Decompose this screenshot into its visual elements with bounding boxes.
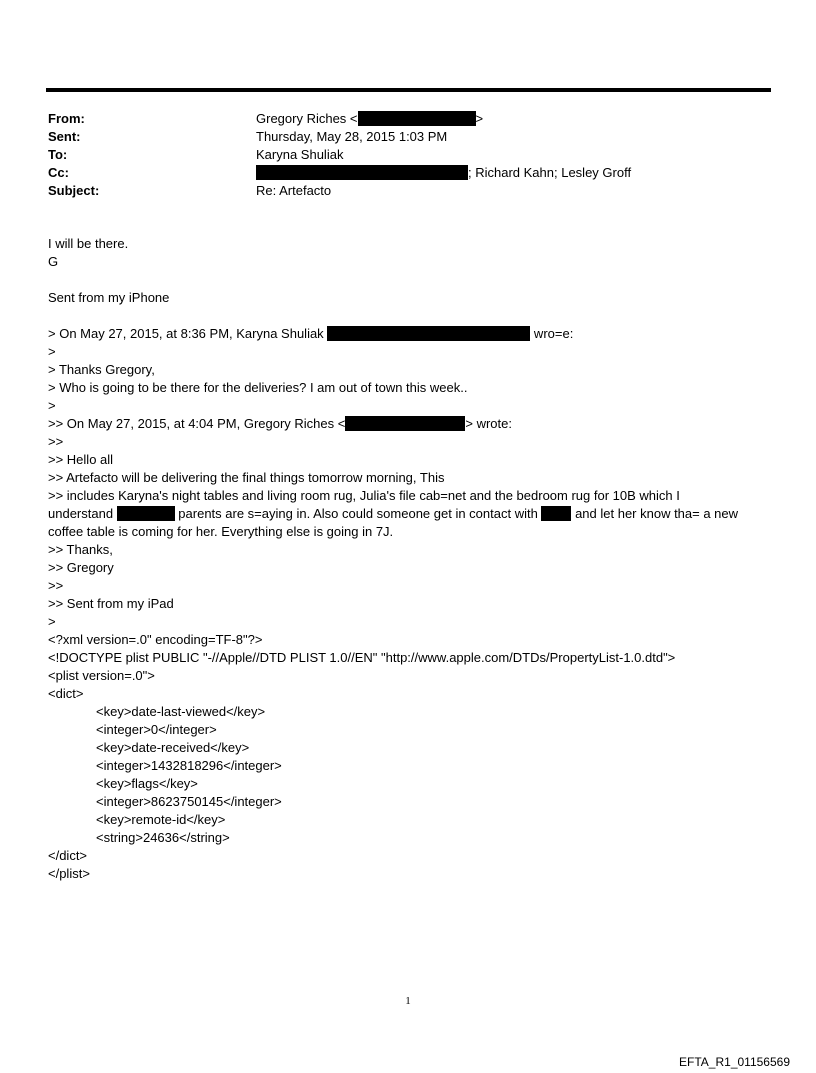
sent-label: Sent: [48,129,81,144]
subject-row [48,182,631,200]
cc-label: Cc: [48,165,69,180]
plist-line: <?xml version=.0" encoding=TF-8"?> [48,632,263,647]
redaction-box [117,506,175,521]
page-number: 1 [405,995,411,1007]
plist-line: <integer>1432818296</integer> [96,758,282,773]
quoted-line: >> Sent from my iPad [48,596,174,611]
quote-text: > wrote: [465,416,512,431]
quoted-line: >> includes Karyna's night tables and living room rug, Julia's file cab=net and the bedroom rug for 10B which I [48,488,680,503]
to-value: Karyna Shuliak [256,147,344,162]
body-line: Sent from my iPhone [48,290,170,305]
from-close: > [475,111,484,126]
plist-line: <plist version=.0"> [48,668,155,683]
plist-line: <key>flags</key> [96,776,198,791]
quoted-line [48,415,773,433]
plist-line: <key>remote-id</key> [96,812,226,827]
from-row [48,110,631,128]
quoted-line: >> Artefacto will be delivering the final things tomorrow morning, This [48,470,445,485]
quoted-line: > Thanks Gregory, [48,362,155,377]
quote-text: understand [48,506,114,521]
redaction-box [345,416,465,431]
quoted-line [48,505,773,523]
header-rule [46,88,771,92]
quoted-line: >> Gregory [48,560,114,575]
subject-label: Subject: [48,183,100,198]
body-line: G [48,254,59,269]
sent-value: Thursday, May 28, 2015 1:03 PM [256,129,448,144]
plist-line: <dict> [48,686,84,701]
quoted-line [48,325,773,343]
redaction-box [541,506,571,521]
quoted-line: coffee table is coming for her. Everything else is going in 7J. [48,524,394,539]
document-stamp: EFTA_R1_01156569 [679,1055,790,1069]
quote-text: and let her know tha= a new [571,506,739,521]
to-label: To: [48,147,68,162]
blank-line [48,271,773,289]
to-row [48,146,631,164]
plist-line: <integer>8623750145</integer> [96,794,282,809]
quoted-line: >> Thanks, [48,542,113,557]
from-value [256,110,483,128]
plist-line: </plist> [48,866,90,881]
quote-text: >> On May 27, 2015, at 4:04 PM, Gregory Riches < [48,416,346,431]
subject-value: Re: Artefacto [256,183,332,198]
body-line: I will be there. [48,236,129,251]
plist-line: <integer>0</integer> [96,722,217,737]
blank-line [48,307,773,325]
quoted-line: >> [48,578,64,593]
sent-row [48,128,631,146]
quoted-line: > [48,614,56,629]
quote-text: wro=e: [530,326,574,341]
redaction-box [256,165,468,180]
redaction-box [358,111,476,126]
email-header [48,110,631,200]
plist-line: <key>date-last-viewed</key> [96,704,266,719]
email-body [48,235,773,883]
cc-rest: ; Richard Kahn; Lesley Groff [468,165,632,180]
quote-text: > On May 27, 2015, at 8:36 PM, Karyna Shuliak [48,326,324,341]
plist-line: <!DOCTYPE plist PUBLIC "-//Apple//DTD PLIST 1.0//EN" "http://www.apple.com/DTDs/PropertyList-1.0.dtd"> [48,650,676,665]
cc-value [256,164,631,182]
quoted-line: >> Hello all [48,452,114,467]
redaction-box [327,326,530,341]
quoted-line: > [48,398,56,413]
from-name: Gregory Riches < [256,111,358,126]
from-label: From: [48,111,85,126]
cc-row [48,164,631,182]
quote-text: parents are s=aying in. Also could someone get in contact with [174,506,538,521]
quoted-line: >> [48,434,64,449]
plist-line: <key>date-received</key> [96,740,250,755]
plist-line: </dict> [48,848,88,863]
quoted-line: > [48,344,56,359]
quoted-line: > Who is going to be there for the deliveries? I am out of town this week.. [48,380,468,395]
plist-line: <string>24636</string> [96,830,230,845]
